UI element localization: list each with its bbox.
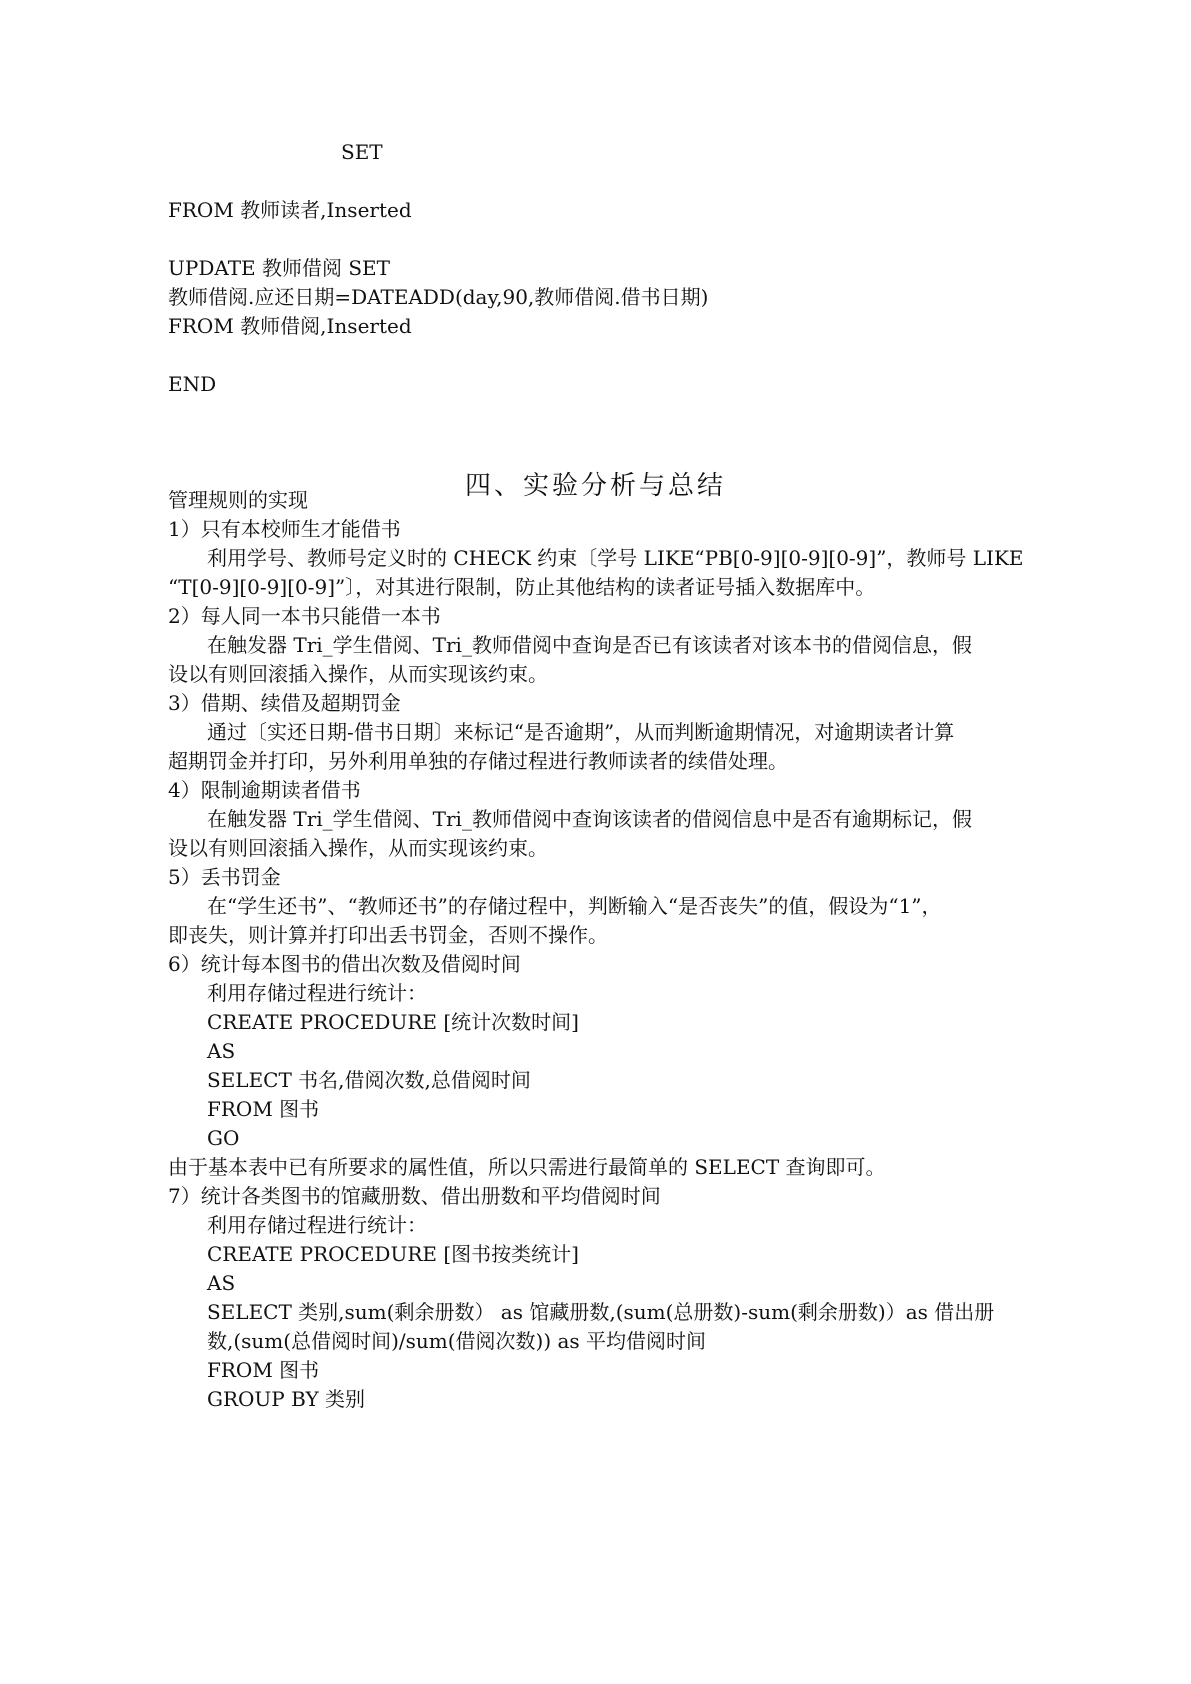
rule-4-text: 在触发器 Tri_学生借阅、Tri_教师借阅中查询该读者的借阅信息中是否有逾期标记，假 <box>207 807 972 831</box>
rule-6-title: 6）统计每本图书的借出次数及借阅时间 <box>168 952 521 976</box>
code-update: UPDATE 教师借阅 SET <box>168 256 390 280</box>
rule-7-code: SELECT 类别,sum(剩余册数） as 馆藏册数,(sum(总册数)-sum(剩余册数)）as 借出册 <box>207 1300 995 1324</box>
rule-6-code: SELECT 书名,借阅次数,总借阅时间 <box>207 1068 531 1092</box>
rule-7-title: 7）统计各类图书的馆藏册数、借出册数和平均借阅时间 <box>168 1184 661 1208</box>
rule-7-code: 数,(sum(总借阅时间)/sum(借阅次数)) as 平均借阅时间 <box>207 1329 707 1353</box>
intro-heading: 管理规则的实现 <box>168 488 308 512</box>
code-set: SET <box>341 140 383 164</box>
rule-7-code: FROM 图书 <box>207 1358 320 1382</box>
rule-5-title: 5）丢书罚金 <box>168 865 281 889</box>
code-assign: 教师借阅.应还日期=DATEADD(day,90,教师借阅.借书日期) <box>168 285 709 309</box>
rule-5-text: 在“学生还书”、“教师还书”的存储过程中，判断输入“是否丧失”的值，假设为“1”， <box>207 894 942 918</box>
code-from-teacher-reader: FROM 教师读者,Inserted <box>168 198 412 222</box>
rule-7-code: GROUP BY 类别 <box>207 1387 366 1411</box>
rule-3-title: 3）借期、续借及超期罚金 <box>168 691 401 715</box>
rule-6-code: FROM 图书 <box>207 1097 320 1121</box>
rule-1-text: “T[0-9][0-9][0-9]”〕，对其进行限制，防止其他结构的读者证号插入数据库中。 <box>168 575 876 599</box>
code-from-teacher-borrow: FROM 教师借阅,Inserted <box>168 314 412 338</box>
rule-2-text: 设以有则回滚插入操作，从而实现该约束。 <box>168 662 548 686</box>
rule-6-code: AS <box>207 1039 236 1063</box>
rule-5-text: 即丧失，则计算并打印出丢书罚金，否则不操作。 <box>168 923 608 947</box>
rule-4-title: 4）限制逾期读者借书 <box>168 778 361 802</box>
rule-3-text: 通过〔实还日期-借书日期〕来标记“是否逾期”，从而判断逾期情况，对逾期读者计算 <box>207 720 955 744</box>
rule-6-note: 由于基本表中已有所要求的属性值，所以只需进行最简单的 SELECT 查询即可。 <box>168 1155 886 1179</box>
rule-1-text: 利用学号、教师号定义时的 CHECK 约束〔学号 LIKE“PB[0-9][0-9][0-9]”，教师号 LIKE <box>207 546 1024 570</box>
rule-7-code: CREATE PROCEDURE [图书按类统计] <box>207 1242 579 1266</box>
rule-6-text: 利用存储过程进行统计： <box>207 981 427 1005</box>
rule-4-text: 设以有则回滚插入操作，从而实现该约束。 <box>168 836 548 860</box>
rule-3-text: 超期罚金并打印，另外利用单独的存储过程进行教师读者的续借处理。 <box>168 749 788 773</box>
rule-2-title: 2）每人同一本书只能借一本书 <box>168 604 441 628</box>
code-end: END <box>168 372 217 396</box>
rule-7-code: AS <box>207 1271 236 1295</box>
rule-7-text: 利用存储过程进行统计： <box>207 1213 427 1237</box>
rule-2-text: 在触发器 Tri_学生借阅、Tri_教师借阅中查询是否已有该读者对该本书的借阅信息，假 <box>207 633 972 657</box>
rule-6-code: GO <box>207 1126 240 1150</box>
rule-1-title: 1）只有本校师生才能借书 <box>168 517 401 541</box>
rule-6-code: CREATE PROCEDURE [统计次数时间] <box>207 1010 579 1034</box>
section-title: 四、实验分析与总结 <box>464 471 726 501</box>
